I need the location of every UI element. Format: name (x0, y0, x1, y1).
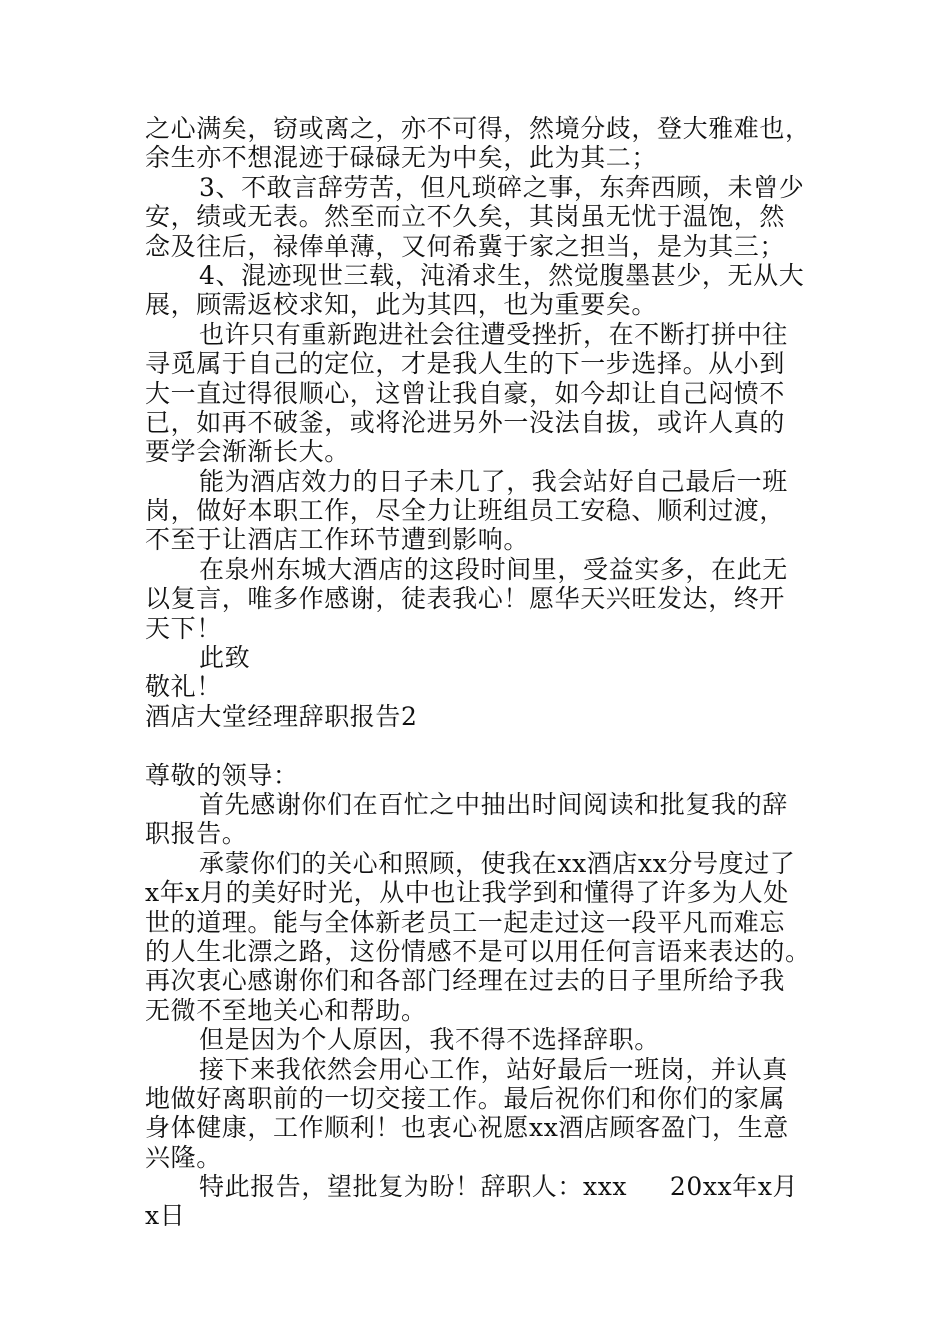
text-line: 世的道理。能与全体新老员工一起走过这一段平凡而难忘 (145, 907, 786, 937)
text-line: 不至于让酒店工作环节遭到影响。 (145, 525, 530, 555)
closing-line: 此致 (199, 643, 251, 673)
text-line: 展，顾需返校求知，此为其四，也为重要矣。 (145, 290, 658, 320)
text-line: 寻觅属于自己的定位，才是我人生的下一步选择。从小到 (145, 349, 786, 379)
text-line: 再次衷心感谢你们和各部门经理在过去的日子里所给予我 (145, 966, 786, 996)
text-line: 大一直过得很顺心，这曾让我自豪，如今却让自己闷愤不 (145, 378, 786, 408)
text-line: 天下！ (145, 613, 222, 643)
greeting-line: 尊敬的领导： (145, 760, 299, 790)
text-line: 要学会渐渐长大。 (145, 437, 350, 467)
text-line: 余生亦不想混迹于碌碌无为中矣，此为其二； (145, 143, 658, 173)
text-line: 也许只有重新跑进社会往遭受挫折，在不断打拼中往 (199, 319, 788, 349)
text-line: 无微不至地关心和帮助。 (145, 995, 427, 1025)
text-line: 之心满矣，窃或离之，亦不可得，然境分歧，登大雅难也， (145, 114, 811, 143)
text-line: 兴隆。 (145, 1142, 222, 1172)
text-line: 职报告。 (145, 819, 248, 849)
text-line: 的人生北漂之路，这份情感不是可以用任何言语来表达的。 (145, 936, 811, 966)
text-line: 首先感谢你们在百忙之中抽出时间阅读和批复我的辞 (199, 789, 788, 819)
text-line: 以复言，唯多作感谢，徒表我心！愿华天兴旺发达，终开 (145, 584, 786, 614)
text-line: 能为酒店效力的日子未几了，我会站好自己最后一班 (199, 466, 788, 496)
blank-line (145, 731, 825, 760)
text-line: 但是因为个人原因，我不得不选择辞职。 (199, 1025, 660, 1055)
text-line: 4、混迹现世三载，沌淆求生，然觉腹墨甚少，无从大 (199, 260, 805, 290)
text-line: x年x月的美好时光，从中也让我学到和懂得了许多为人处 (145, 878, 789, 908)
text-line: 安，绩或无表。然至而立不久矣，其岗虽无忧于温饱，然 (145, 202, 786, 232)
date-line: x日 (145, 1201, 186, 1231)
text-line: 接下来我依然会用心工作，站好最后一班岗，并认真 (199, 1054, 788, 1084)
text-line: 3、不敢言辞劳苦，但凡琐碎之事，东奔西顾，未曾少 (199, 172, 805, 202)
signature-line: 特此报告，望批复为盼！辞职人：xxx 20xx年x月 (199, 1172, 799, 1202)
text-line: 念及往后，禄俸单薄，又何希冀于家之担当，是为其三； (145, 231, 786, 261)
text-line: 在泉州东城大酒店的这段时间里，受益实多，在此无 (199, 554, 788, 584)
text-line: 地做好离职前的一切交接工作。最后祝你们和你们的家属 (145, 1083, 786, 1113)
text-line: 身体健康，工作顺利！也衷心祝愿xx酒店顾客盈门，生意 (145, 1113, 789, 1143)
document-body (145, 114, 825, 1231)
section-title: 酒店大堂经理辞职报告2 (145, 701, 418, 731)
text-line: 承蒙你们的关心和照顾，使我在xx酒店xx分号度过了 (199, 848, 796, 878)
text-line: 已，如再不破釜，或将沦进另外一没法自拔，或许人真的 (145, 407, 786, 437)
text-line: 岗，做好本职工作，尽全力让班组员工安稳、顺利过渡， (145, 496, 786, 526)
salutation-line: 敬礼！ (145, 672, 222, 702)
